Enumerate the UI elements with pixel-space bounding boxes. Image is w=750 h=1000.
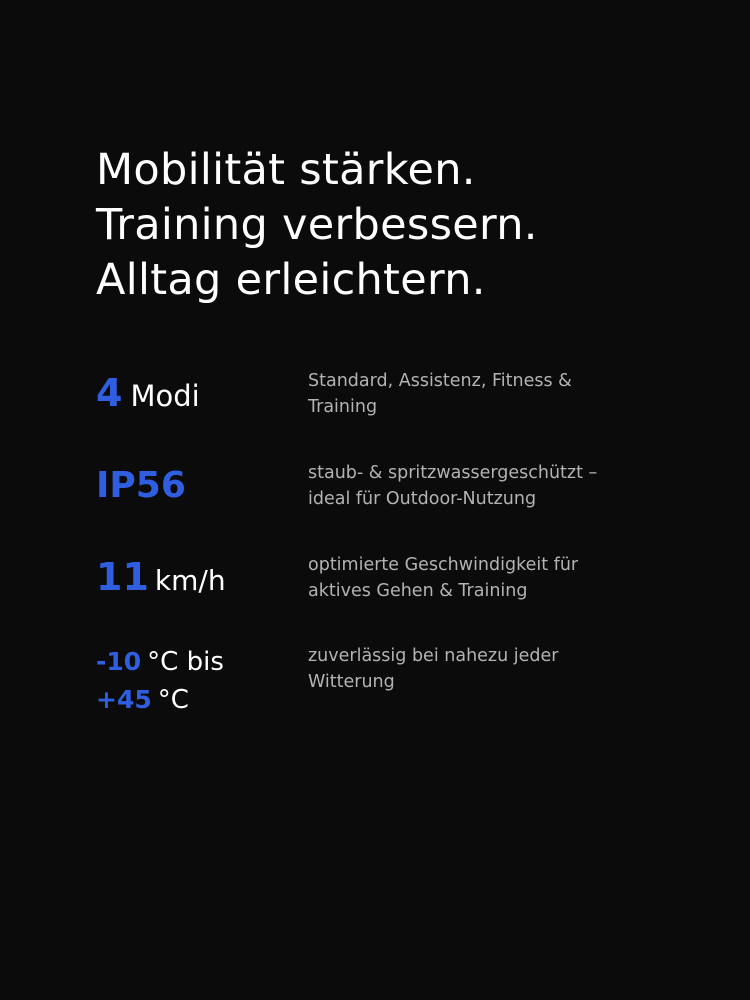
spec-modes-value — [96, 368, 306, 418]
spec-protection-description — [308, 460, 638, 512]
protection-desc-line-1: staub- & spritzwassergeschützt – — [308, 463, 598, 483]
headline-line-3: Alltag erleichtern. — [96, 255, 486, 305]
spec-speed-description — [308, 552, 638, 604]
temperature-max: +45 — [96, 685, 152, 714]
temperature-min-unit: °C bis — [147, 647, 224, 677]
protection-rating: IP56 — [96, 465, 186, 506]
temperature-max-line — [96, 681, 306, 719]
modes-desc-line-2: Training — [308, 397, 378, 417]
speed-desc-line-1: optimierte Geschwindigkeit für — [308, 555, 579, 575]
spec-temperature-description — [308, 643, 638, 695]
speed-unit: km/h — [154, 564, 226, 597]
spec-temperature-value — [96, 643, 306, 719]
speed-desc-line-2: aktives Gehen & Training — [308, 581, 528, 601]
temperature-desc-line-2: Witterung — [308, 672, 395, 692]
temperature-min-line — [96, 643, 306, 681]
headline-line-1: Mobilität stärken. — [96, 145, 476, 195]
spec-protection-value — [96, 460, 306, 512]
temperature-min: -10 — [96, 647, 142, 676]
modes-unit: Modi — [130, 379, 200, 413]
protection-desc-line-2: ideal für Outdoor-Nutzung — [308, 489, 537, 509]
headline — [96, 143, 716, 308]
temperature-desc-line-1: zuverlässig bei nahezu jeder — [308, 646, 559, 666]
modes-number: 4 — [96, 371, 123, 415]
headline-line-2: Training verbessern. — [96, 200, 538, 250]
speed-number: 11 — [96, 555, 149, 599]
temperature-max-unit: °C — [157, 685, 189, 715]
spec-modes-description — [308, 368, 638, 420]
spec-speed-value — [96, 552, 306, 602]
modes-desc-line-1: Standard, Assistenz, Fitness & — [308, 371, 572, 391]
